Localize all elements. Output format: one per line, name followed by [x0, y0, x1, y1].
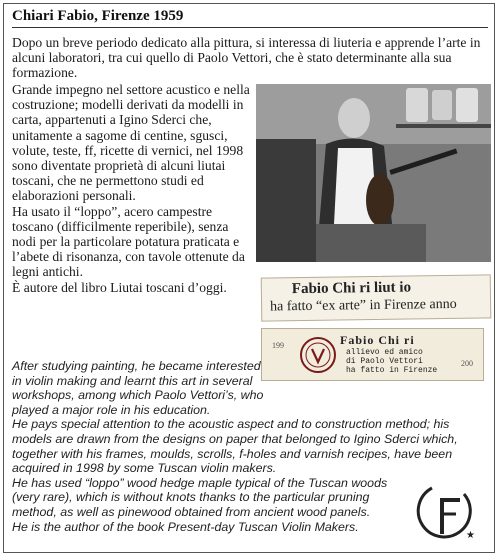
italian-text-column — [12, 82, 252, 295]
label-line: Fabio Chi ri — [340, 333, 415, 347]
label-line: Fabio Chi ri liut io — [291, 279, 412, 298]
label-line: ha fatto in Firenze — [346, 366, 438, 375]
english-paragraph: He pays special attention to the acoustic aspect and to construction method; his models are drawn from the designs on paper that belonged to Igino Sderci which, together with his frames, moulds, scrolls, f-holes and varnish recipes, have been acquired in 1998 by some Tuscan violin makers. — [12, 417, 458, 476]
svg-text:★: ★ — [466, 530, 475, 541]
luthier-photo-illustration — [256, 84, 491, 262]
label-year-right: 200 — [461, 359, 473, 368]
italian-paragraph: È autore del libro Liutai toscani d’oggi. — [12, 279, 227, 295]
italian-intro: Dopo un breve periodo dedicato alla pittura, si interessa di liuteria e apprende l’arte in alcuni laboratori, tra cui quello di Paolo Vettori, che è stato determinante alla sua formazione. — [12, 35, 481, 81]
label-line: ha fatto “ex arte” in Firenze anno — [270, 296, 457, 315]
english-paragraph: He has used “loppo” wood hedge maple typical of the Tuscan woods (very rare), which is without knots thanks to the particular pruning method, as well as pinewood obtained from ancient wood panels. — [12, 475, 388, 519]
italian-paragraph: Grande impegno nel settore acustico e nella costruzione; modelli derivati da modelli in carta, appartenuti a Igino Sderci che, unitamente a sagome di centine, sgusci, volute, teste, ff, ricette di vernici, nel 1998 sono diventate proprietà di alcuni liutai toscani, che ne permettono studi ed elaborazioni personali. — [12, 82, 250, 204]
page-title: Chiari Fabio, Firenze 1959 — [12, 8, 488, 28]
italian-paragraph: Ha usato il “loppo”, acero campestre toscano (difficilmente reperibile), senza nodi per la particolare potatura praticata e l’abete di risonanza, con tavole ottenute da legni antichi. — [12, 203, 245, 280]
label-line: allievo ed amico — [346, 348, 423, 357]
luthier-photo — [256, 84, 491, 262]
label-year-left: 199 — [272, 341, 284, 350]
english-paragraph: After studying painting, he became interested in violin making and learnt this art in several workshops, among which Paolo Vettori’s, who played a major role in his education. — [12, 359, 264, 417]
fc-brand-logo-icon — [412, 480, 482, 550]
catalog-page — [3, 3, 495, 553]
english-paragraph: He is the author of the book Present-day Tuscan Violin Makers. — [12, 519, 359, 534]
violin-label-1 — [261, 274, 492, 321]
label-line: di Paolo Vettori — [346, 357, 423, 366]
